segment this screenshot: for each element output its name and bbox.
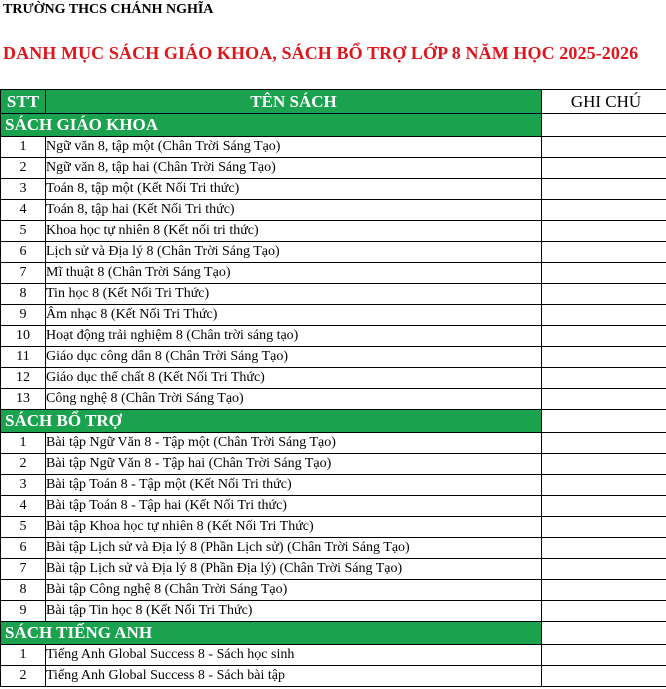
table-row xyxy=(1,221,666,242)
row-number: 10 xyxy=(1,326,46,347)
header-book-name: TÊN SÁCH xyxy=(46,90,542,114)
note-cell xyxy=(542,601,666,622)
row-number: 7 xyxy=(1,263,46,284)
row-number: 2 xyxy=(1,454,46,475)
header-note: GHI CHÚ xyxy=(542,90,666,114)
note-cell xyxy=(542,179,666,200)
table-header-row xyxy=(1,90,666,114)
row-number: 6 xyxy=(1,538,46,559)
book-title: Âm nhạc 8 (Kết Nối Tri Thức) xyxy=(46,305,542,326)
table-row xyxy=(1,645,666,666)
book-title: Lịch sử và Địa lý 8 (Chân Trời Sáng Tạo) xyxy=(46,242,542,263)
book-title: Bài tập Khoa học tự nhiên 8 (Kết Nối Tri Thức) xyxy=(46,517,542,538)
table-row xyxy=(1,284,666,305)
book-title: Khoa học tự nhiên 8 (Kết nối tri thức) xyxy=(46,221,542,242)
note-cell xyxy=(542,517,666,538)
table-row xyxy=(1,475,666,496)
table-row xyxy=(1,158,666,179)
note-cell xyxy=(542,666,666,687)
book-title: Bài tập Toán 8 - Tập một (Kết Nối Tri thức) xyxy=(46,475,542,496)
note-cell xyxy=(542,284,666,305)
note-cell xyxy=(542,263,666,284)
section-row xyxy=(1,114,666,137)
note-cell xyxy=(542,622,666,645)
book-title: Công nghệ 8 (Chân Trời Sáng Tạo) xyxy=(46,389,542,410)
row-number: 2 xyxy=(1,666,46,687)
book-title: Tin học 8 (Kết Nối Tri Thức) xyxy=(46,284,542,305)
note-cell xyxy=(542,347,666,368)
table-row xyxy=(1,326,666,347)
table-row xyxy=(1,433,666,454)
note-cell xyxy=(542,454,666,475)
table-row xyxy=(1,347,666,368)
book-title: Bài tập Công nghệ 8 (Chân Trời Sáng Tạo) xyxy=(46,580,542,601)
book-title: Bài tập Tin học 8 (Kết Nối Tri Thức) xyxy=(46,601,542,622)
section-title: SÁCH GIÁO KHOA xyxy=(1,114,542,137)
table-row xyxy=(1,496,666,517)
header-stt: STT xyxy=(1,90,46,114)
row-number: 4 xyxy=(1,200,46,221)
note-cell xyxy=(542,200,666,221)
note-cell xyxy=(542,114,666,137)
book-title: Tiếng Anh Global Success 8 - Sách học sinh xyxy=(46,645,542,666)
row-number: 11 xyxy=(1,347,46,368)
table-row xyxy=(1,601,666,622)
book-title: Ngữ văn 8, tập một (Chân Trời Sáng Tạo) xyxy=(46,137,542,158)
note-cell xyxy=(542,538,666,559)
row-number: 8 xyxy=(1,284,46,305)
table-row xyxy=(1,538,666,559)
section-row xyxy=(1,410,666,433)
note-cell xyxy=(542,242,666,263)
book-title: Toán 8, tập một (Kết Nối Tri thức) xyxy=(46,179,542,200)
table-row xyxy=(1,559,666,580)
document-title: DANH MỤC SÁCH GIÁO KHOA, SÁCH BỔ TRỢ LỚP 8 NĂM HỌC 2025-2026 xyxy=(3,43,639,63)
table-row xyxy=(1,263,666,284)
note-cell xyxy=(542,326,666,347)
note-cell xyxy=(542,368,666,389)
note-cell xyxy=(542,475,666,496)
row-number: 2 xyxy=(1,158,46,179)
book-list-table xyxy=(0,89,666,687)
section-title: SÁCH TIẾNG ANH xyxy=(1,622,542,645)
book-title: Giáo dục thể chất 8 (Kết Nối Tri Thức) xyxy=(46,368,542,389)
row-number: 1 xyxy=(1,645,46,666)
row-number: 9 xyxy=(1,601,46,622)
book-title: Ngữ văn 8, tập hai (Chân Trời Sáng Tạo) xyxy=(46,158,542,179)
note-cell xyxy=(542,137,666,158)
note-cell xyxy=(542,433,666,454)
row-number: 4 xyxy=(1,496,46,517)
table-row xyxy=(1,580,666,601)
book-title: Bài tập Toán 8 - Tập hai (Kết Nối Tri thức) xyxy=(46,496,542,517)
section-title: SÁCH BỔ TRỢ xyxy=(1,410,542,433)
book-title: Mĩ thuật 8 (Chân Trời Sáng Tạo) xyxy=(46,263,542,284)
note-cell xyxy=(542,221,666,242)
row-number: 7 xyxy=(1,559,46,580)
table-row xyxy=(1,242,666,263)
note-cell xyxy=(542,559,666,580)
book-list-body xyxy=(1,90,666,687)
row-number: 13 xyxy=(1,389,46,410)
book-title: Giáo dục công dân 8 (Chân Trời Sáng Tạo) xyxy=(46,347,542,368)
table-row xyxy=(1,389,666,410)
row-number: 8 xyxy=(1,580,46,601)
row-number: 12 xyxy=(1,368,46,389)
book-title: Tiếng Anh Global Success 8 - Sách bài tập xyxy=(46,666,542,687)
row-number: 3 xyxy=(1,475,46,496)
section-row xyxy=(1,622,666,645)
school-name: TRƯỜNG THCS CHÁNH NGHĨA xyxy=(3,2,214,17)
table-row xyxy=(1,179,666,200)
book-title: Hoạt động trải nghiệm 8 (Chân trời sáng tạo) xyxy=(46,326,542,347)
note-cell xyxy=(542,158,666,179)
book-title: Bài tập Ngữ Văn 8 - Tập hai (Chân Trời Sáng Tạo) xyxy=(46,454,542,475)
row-number: 1 xyxy=(1,137,46,158)
row-number: 6 xyxy=(1,242,46,263)
book-title: Bài tập Lịch sử và Địa lý 8 (Phần Địa lý) (Chân Trời Sáng Tạo) xyxy=(46,559,542,580)
book-title: Toán 8, tập hai (Kết Nối Tri thức) xyxy=(46,200,542,221)
row-number: 5 xyxy=(1,221,46,242)
table-row xyxy=(1,368,666,389)
row-number: 5 xyxy=(1,517,46,538)
note-cell xyxy=(542,389,666,410)
row-number: 3 xyxy=(1,179,46,200)
note-cell xyxy=(542,496,666,517)
row-number: 9 xyxy=(1,305,46,326)
table-row xyxy=(1,137,666,158)
note-cell xyxy=(542,305,666,326)
table-row xyxy=(1,517,666,538)
book-title: Bài tập Lịch sử và Địa lý 8 (Phần Lịch sử) (Chân Trời Sáng Tạo) xyxy=(46,538,542,559)
row-number: 1 xyxy=(1,433,46,454)
table-row xyxy=(1,200,666,221)
table-row xyxy=(1,454,666,475)
note-cell xyxy=(542,410,666,433)
table-row xyxy=(1,305,666,326)
note-cell xyxy=(542,580,666,601)
note-cell xyxy=(542,645,666,666)
book-title: Bài tập Ngữ Văn 8 - Tập một (Chân Trời Sáng Tạo) xyxy=(46,433,542,454)
table-row xyxy=(1,666,666,687)
